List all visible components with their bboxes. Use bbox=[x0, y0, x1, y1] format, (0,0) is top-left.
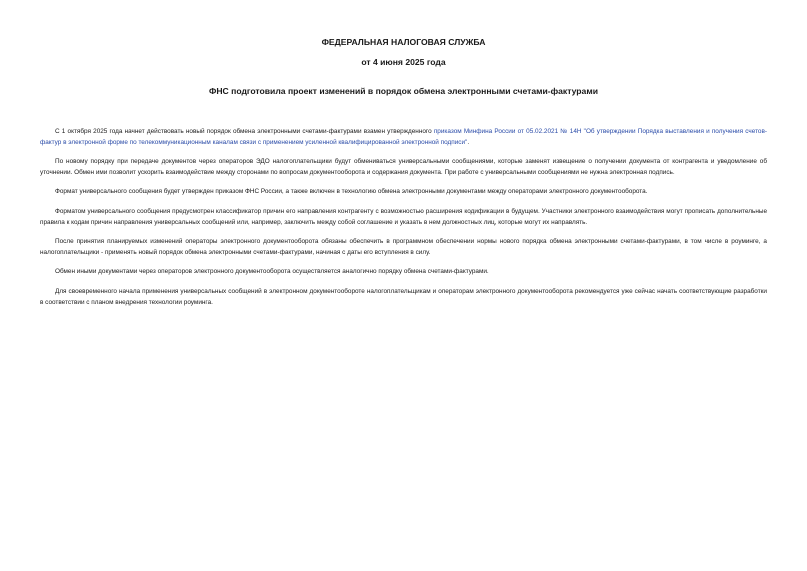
minfin-order-link[interactable]: приказом Минфина России от 05.02.2021 № 14Н "Об утверждении Порядка выставления и получения счетов-фактур в электронной форме по телекоммуникационным каналам связи с применением усиленной квалифицированной электронной подписи" bbox=[40, 128, 767, 146]
paragraph-2: По новому порядку при передаче документов через операторов ЭДО налогоплательщики будут обмениваться универсальными сообщениями, которые заменят извещение о получении документа от контрагента и уведомление об уточнении. Обмен ими позволит ускорить взаимодействие между сторонами по вопросам документооборота и содержания документа. При работе с универсальными сообщениями не нужна электронная подпись. bbox=[40, 158, 767, 176]
paragraph-6: Обмен иными документами через операторов электронного документооборота осуществляется аналогично порядку обмена счетами-фактурами. bbox=[55, 268, 489, 276]
paragraph-4: Форматом универсального сообщения предусмотрен классификатор причин его направления контрагенту с возможностью расширения кодификации в будущем. Участники электронного взаимодействия могут прописать дополнительные правила к кодам причин направления универсальных сообщений или, например, заключить между собой соглашение и указать в нем должностных лиц, которые могут их направлять. bbox=[40, 207, 767, 226]
paragraph-3: Формат универсального сообщения будет утвержден приказом ФНС России, а также включен в технологию обмена электронными документами между операторами электронного документооборота. bbox=[55, 188, 648, 196]
paragraph-7: Для своевременного начала применения универсальных сообщений в электронном документообороте налогоплательщикам и операторам электронного документооборота рекомендуется уже сейчас начать соответствующие разработки в соответствии с планом внедрения технологии роуминга. bbox=[40, 287, 767, 306]
document-title: ФНС подготовила проект изменений в порядок обмена электронными счетами-фактурами bbox=[209, 86, 598, 96]
paragraph-1 bbox=[40, 127, 767, 148]
paragraph-1-end: . bbox=[467, 138, 470, 146]
paragraph-1-text: С 1 октября 2025 года начнет действовать новый порядок обмена электронными счетами-фактурами взамен утвержденного bbox=[55, 128, 434, 135]
document-date: от 4 июня 2025 года bbox=[361, 57, 446, 67]
agency-heading: ФЕДЕРАЛЬНАЯ НАЛОГОВАЯ СЛУЖБА bbox=[321, 37, 486, 47]
paragraph-5: После принятия планируемых изменений операторы электронного документооборота обязаны обеспечить в программном обеспечении нормы нового порядка обмена электронными счетами-фактурами, в том числе в роуминге, а налогоплательщики - применять новый порядок обмена электронными счетами-фактурами, начиная с даты его вступления в силу. bbox=[40, 238, 767, 256]
document-body bbox=[40, 127, 767, 308]
